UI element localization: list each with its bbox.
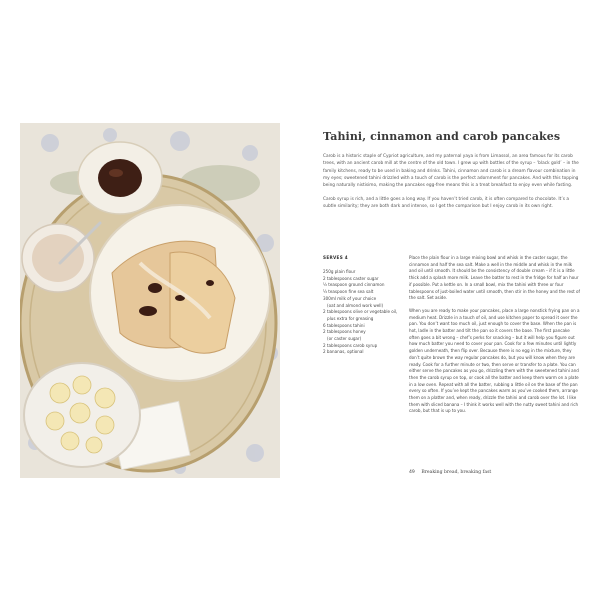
ingredient-item: 2 tablespoons caster sugar <box>323 275 379 281</box>
ingredient-item: 250g plain flour <box>323 269 356 274</box>
intro-paragraph: Carob is a historic staple of Cypriot agriculture, and my paternal yaya is from Limassol, an area famous for its carob trees, with an ancient carob mill at the centre of the old town. I grew up with bottles of the syrup – ‘black gold’ – in the family kitchens, ready to be used in baking and drinks. Tahini, cinnamon and carob is a dream flavour combination in my eyes; sweetened tahini drizzled with a touch of carob is the perfect adornment for pancakes. And with this topping being naturally nistisimo, making the pancakes egg-free means this is a treat breakfast to enjoy even while fasting. <box>323 154 579 189</box>
ingredient-item: 6 tablespoons tahini <box>323 322 365 328</box>
recipe-body <box>323 255 581 465</box>
serves-label: SERVES 4 <box>323 255 348 260</box>
ingredient-item: 2 tablespoons honey <box>323 329 366 335</box>
ingredients-column <box>323 255 401 356</box>
ingredient-item: 2 tablespoons carob syrup <box>323 342 378 348</box>
ingredient-item: (oat and almond work well) <box>327 302 384 308</box>
recipe-intro <box>323 153 581 210</box>
recipe-photo <box>20 123 280 478</box>
recipe-title: Tahini, cinnamon and carob pancakes <box>323 130 561 143</box>
ingredient-item: ¼ teaspoon fine sea salt <box>323 289 374 295</box>
ingredients-list <box>323 269 401 356</box>
syrup-highlight <box>109 169 123 177</box>
method-paragraph: When you are ready to make your pancakes, place a large nonstick frying pan on a medium heat. Drizzle in a touch of oil, and use kitchen paper to spread it over the pan. You don’t want too much oil, just enough to cover the base. When the pan is hot, ladle in the batter and tilt the pan so it covers the base. The first pancake often goes a bit wrong – chef’s perks for snacking – but it will help you figure out how much batter you need to cover your pan. Cook for a few minutes until lightly golden underneath, then flip over. Because there is no egg in the mixture, they don’t quite brown the way regular pancakes do, but you will know when they are ready. Cook for a further minute or two, then serve or transfer to a plate. You can either serve the pancakes as you go, drizzling them with the sweetened tahini and then the carob syrup on top, or cook all the batter and keep them warm on a plate in a low oven. Repeat with all the batter, rubbing a little oil on the base of the pan every so often. If you’ve kept the pancakes warm as you’ve cooked them, arrange them on a platter and, when ready, drizzle the tahini and carob over the lot. I like them with sliced banana – I think it works well with the nutty sweet tahini and rich carob, but that is up to you. <box>409 307 580 414</box>
running-section-title: Breaking bread, breaking fast <box>421 470 492 475</box>
method-column <box>409 255 581 421</box>
ingredient-item: 300ml milk of your choice <box>323 295 377 301</box>
ingredient-item: ½ teaspoon ground cinnamon <box>323 282 385 288</box>
tahini-sauce <box>32 234 84 282</box>
page-footer <box>409 470 491 475</box>
method-paragraph: Place the plain flour in a large mixing bowl and whisk in the caster sugar, the cinnamon and half the sea salt. Make a well in the middle and whisk in the milk and oil until smooth. It should be the consistency of double cream – if it is a little thick add a splash more milk. Leave the batter to rest in the fridge for half an hour if possible. Put a kettle on. In a small bowl, mix the tahini with three or four tablespoons of just-boiled water until smooth, then stir in the honey and the rest of the salt. Set aside. <box>409 255 580 301</box>
intro-paragraph: Carob syrup is rich, and a little goes a long way. If you haven’t tried carob, it is often compared to chocolate. It’s a subtle similarity; they are both dark and intense, so I get the comparison but I enjoy carob in its own right. <box>323 196 569 209</box>
carob-syrup-bowl <box>98 159 142 197</box>
recipe-text-page <box>323 130 581 216</box>
ingredient-item: 2 bananas, optional <box>323 349 364 355</box>
ingredient-item: (or caster sugar) <box>327 336 362 342</box>
page-number: 49 <box>409 470 415 475</box>
ingredient-item: plus extra for greasing <box>327 315 374 321</box>
pancake-photo-illustration <box>20 123 280 478</box>
ingredient-item: 2 tablespoons olive or vegetable oil, <box>323 309 398 315</box>
